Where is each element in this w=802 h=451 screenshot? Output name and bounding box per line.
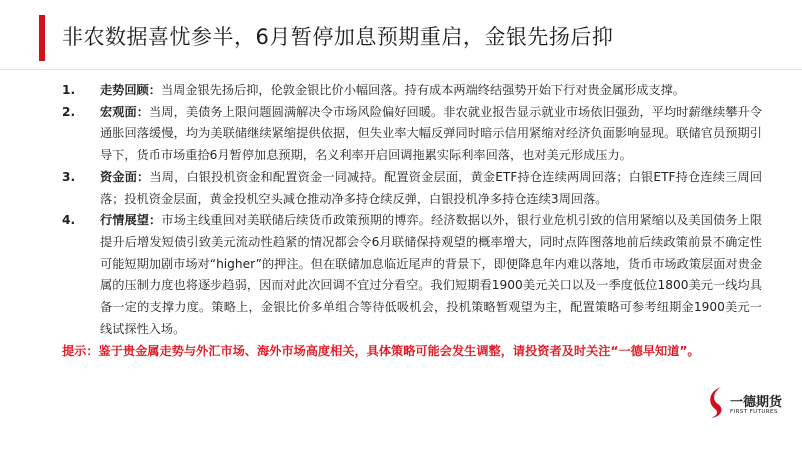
page-title: 非农数据喜忧参半，6月暂停加息预期重启，金银先扬后抑 <box>62 25 614 49</box>
logo-swirl-icon <box>705 385 727 419</box>
title-accent-bar <box>39 15 45 61</box>
item-number: 1. <box>62 83 76 97</box>
item-text: 市场主线重回对美联储后续货币政策预期的博弈。经济数据以外，银行业危机引致的信用紧缩以及美国债务上限提升后增发短债引致美元流动性趋紧的情况都会令6月联储保持观望的概率增大，同时点阵图落地前后续政策前景不确定性可能短期加剧市场对“higher”的押注。但在联储加息临近尾声的背景下，即便降息年内难以落地，货币市场政策层面对贵金属的压制力度也将逐步趋弱，因而对此次回调不宜过分看空。我们短期看1900美元关口以及一季度低位1800美元一线均具备一定的支撑力度。策略上，金银比价多单组合等待低吸机会，投机策略暂观望为主，配置策略可参考纽期金1900美元一线试探性入场。 <box>100 213 763 336</box>
item-heading: 走势回顾： <box>100 83 161 97</box>
item-number: 2. <box>62 104 76 119</box>
list-item <box>62 102 762 167</box>
list-item <box>62 210 762 340</box>
report-content <box>62 80 762 363</box>
item-heading: 行情展望： <box>100 213 162 228</box>
list-item <box>62 167 762 210</box>
disclaimer-tip: 提示：鉴于贵金属走势与外汇市场、海外市场高度相关，具体策略可能会发生调整，请投资者及时关注“一德早知道”。 <box>62 344 700 359</box>
list-item <box>62 80 762 102</box>
logo-text-en: FIRST FUTURES <box>730 409 778 415</box>
item-heading: 资金面： <box>100 169 150 184</box>
item-heading: 宏观面： <box>100 104 150 119</box>
company-logo <box>705 383 795 423</box>
item-text: 当周，美债务上限问题圆满解决令市场风险偏好回暖。非农就业报告显示就业市场依旧强劲，平均时薪继续攀升令通胀回落缓慢，均为美联储继续紧缩提供依据，但失业率大幅反弹同时暗示信用紧缩对经济负面影响显现。联储官员预期引导下，货币市场重拾6月暂停加息预期，名义利率开启回调拖累实际利率回落，也对美元形成压力。 <box>100 104 763 163</box>
item-text: 当周，白银投机资金和配置资金一同减持。配置资金层面，黄金ETF持仓连续两周回落；白银ETF持仓连续三周回落；投机资金层面，黄金投机空头减仓推动净多持仓续反弹，白银投机净多持仓连续3周回落。 <box>100 169 763 206</box>
item-number: 4. <box>62 213 76 228</box>
title-divider <box>0 69 802 70</box>
item-text: 当周金银先扬后抑，伦敦金银比价小幅回落。持有成本两端终结强势开始下行对贵金属形成支撑。 <box>160 83 685 97</box>
logo-text-cn: 一德期货 <box>730 395 783 410</box>
item-number: 3. <box>62 169 76 184</box>
